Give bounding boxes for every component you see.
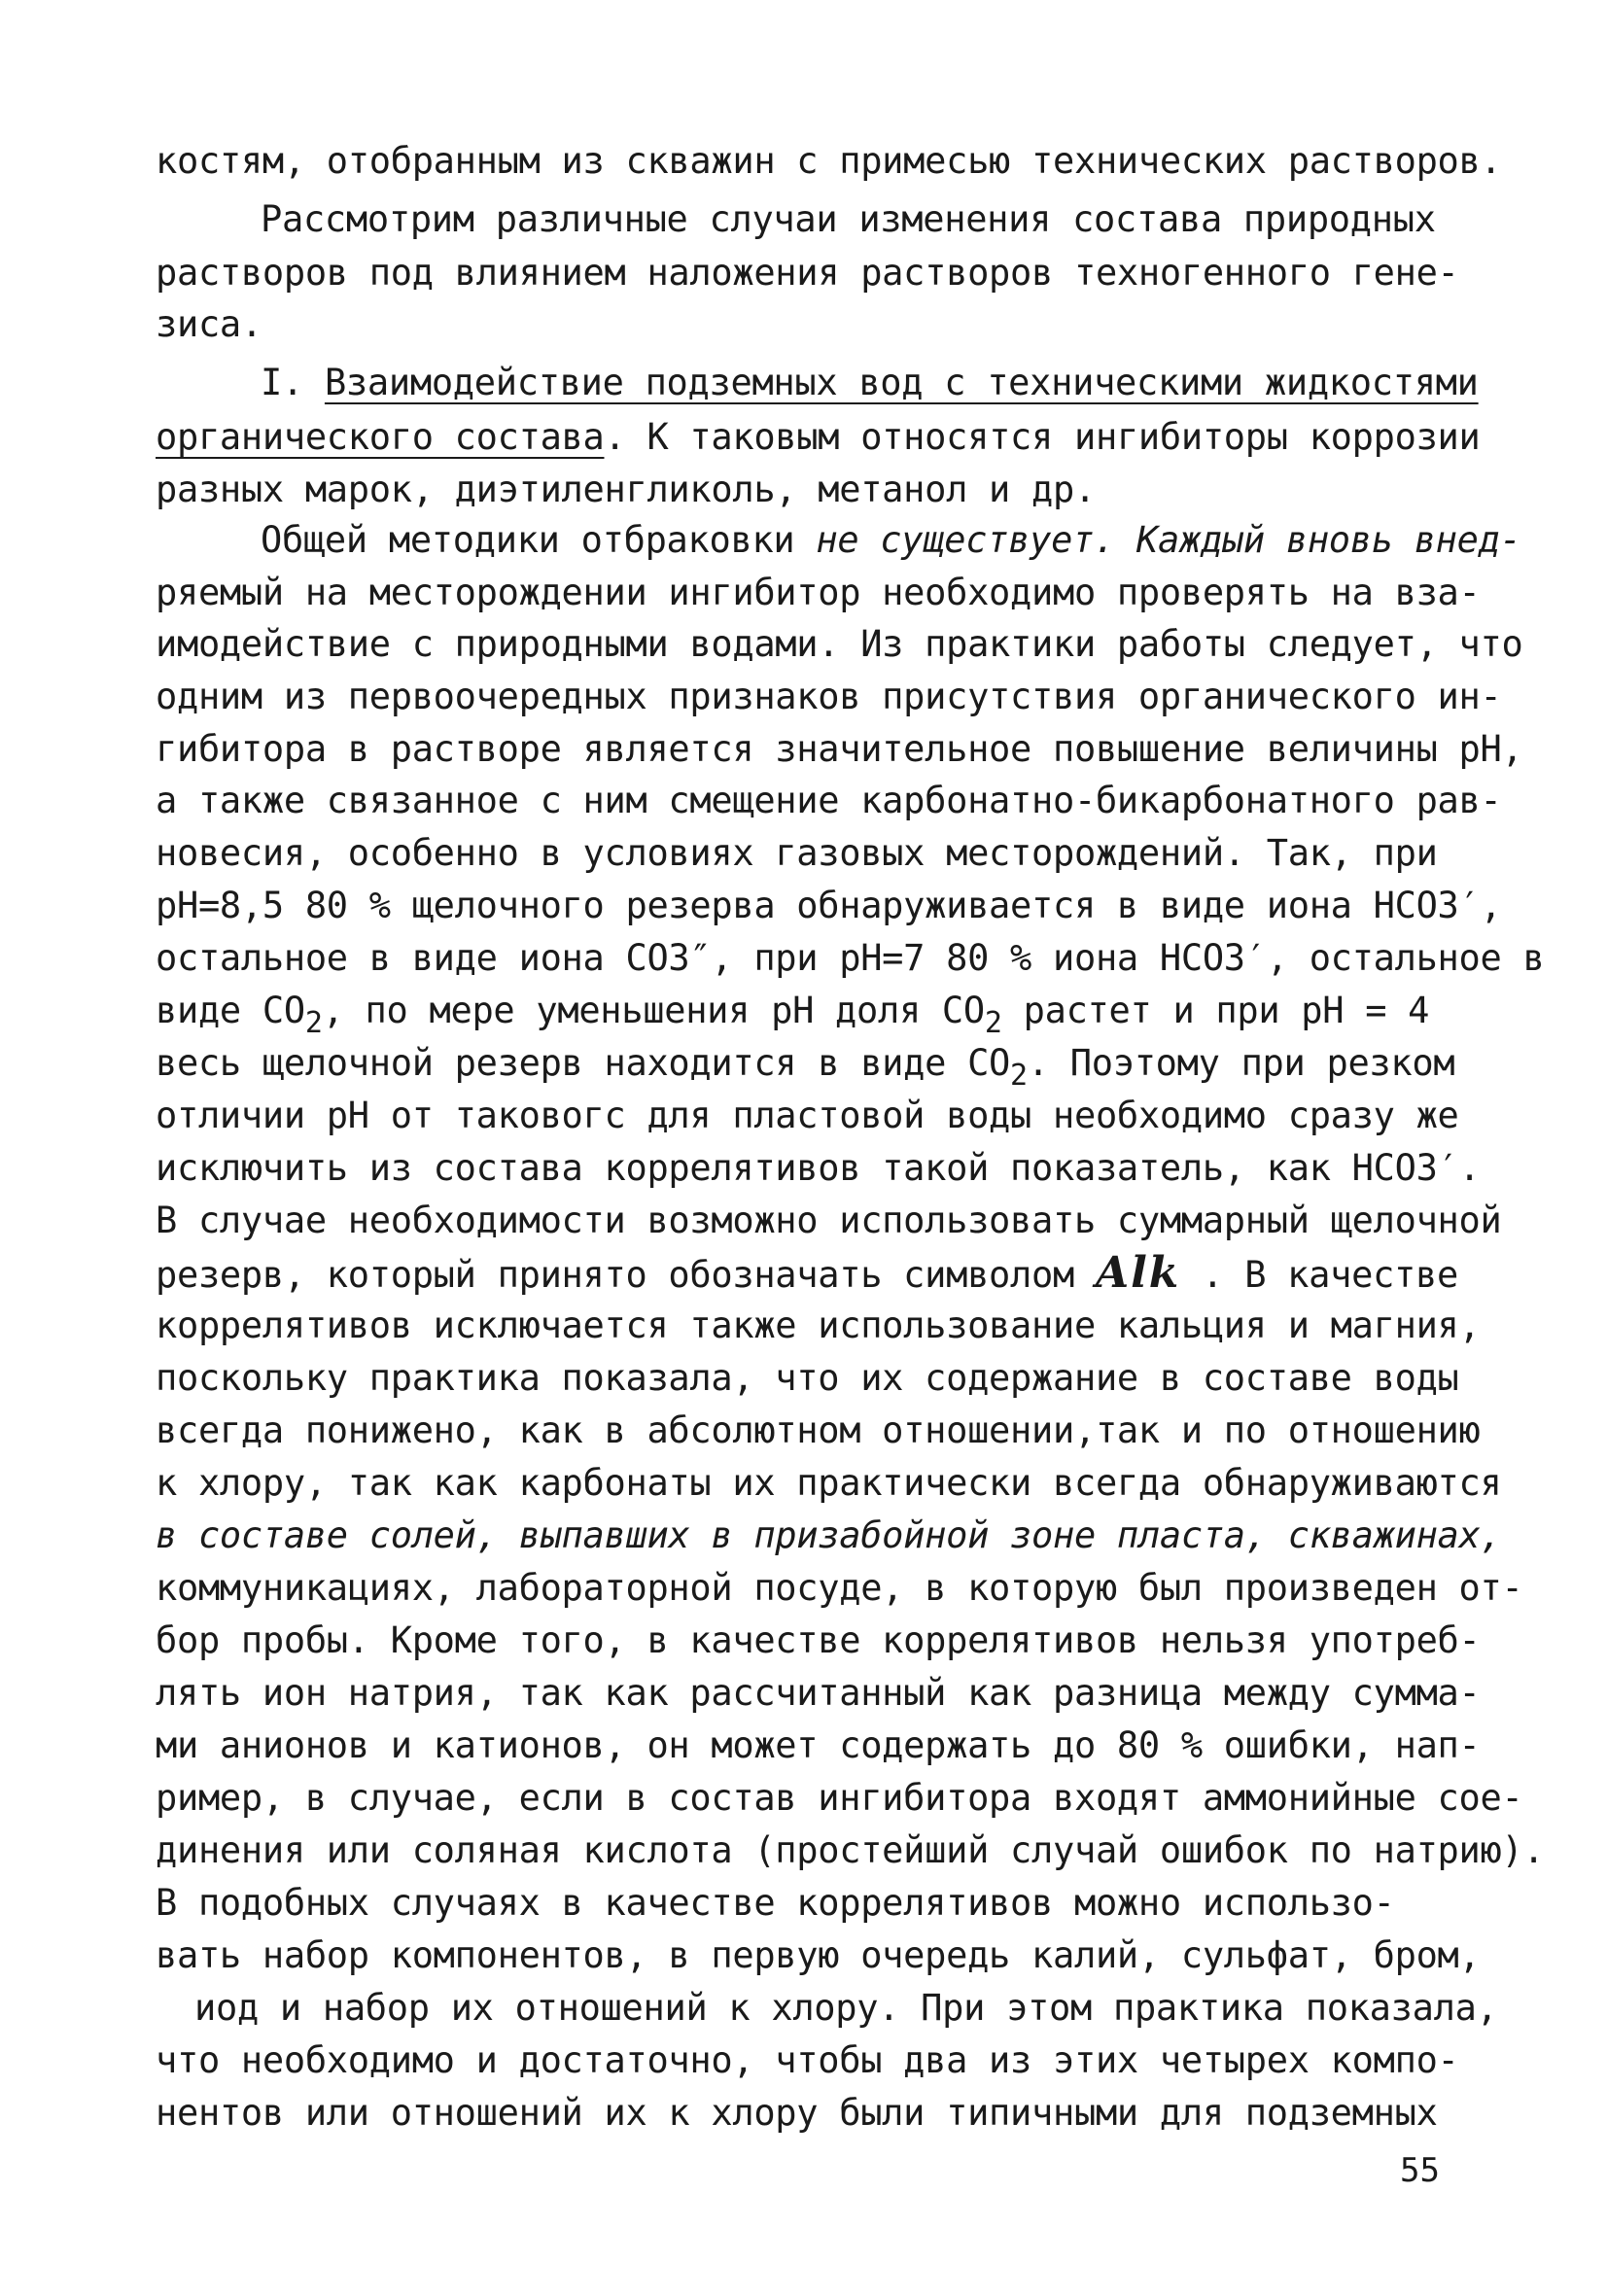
text-line: бор пробы. Кроме того, в качестве коррелятивов нельзя употреб- [156, 1619, 1481, 1661]
alk-symbol: Alk [1095, 1248, 1181, 1298]
text-line: имодействие с природными водами. Из практики работы следует, что [156, 623, 1523, 665]
text-line: лять ион натрия, так как рассчитанный как разница между сумма- [156, 1672, 1481, 1714]
text-line: динения или соляная кислота (простейший случай ошибок по натрию). [156, 1829, 1545, 1871]
text-line: одним из первоочередных признаков присутствия органического ин- [156, 676, 1502, 717]
text-line: нентов или отношений их к хлору были типичными для подземных [156, 2092, 1438, 2134]
section-heading-underlined: органического состава [156, 416, 605, 458]
text-line: вать набор компонентов, в первую очередь калий, сульфат, бром, [156, 1934, 1481, 1976]
text-line: ми анионов и катионов, он может содержать до 80 % ошибки, нап- [156, 1724, 1481, 1766]
page-number: 55 [1400, 2151, 1440, 2190]
section-heading-line: I. Взаимодействие подземных вод с техническими жидкостями [261, 362, 1479, 403]
text-line: ример, в случае, если в состав ингибитора входят аммонийные сое- [156, 1777, 1523, 1819]
text-line: коррелятивов исключается также использование кальция и магния, [156, 1305, 1481, 1346]
text-line: зиса. [156, 303, 262, 345]
text-line: виде $CO_2$, по мере уменьшения pH доля $CO_2$ растет и при pH = 4 [156, 990, 1430, 1040]
text-line: остальное в виде иона CO3″, при pH=7 80 % иона HCO3′, остальное в [156, 937, 1545, 979]
text-line: всегда понижено, как в абсолютном отношении,так и по отношению [156, 1409, 1481, 1451]
text-line: резерв, который принято обозначать символом Alk . В качестве [156, 1248, 1458, 1298]
text-line: а также связанное с ним смещение карбонатно-бикарбонатного рав- [156, 780, 1502, 821]
paragraph-first-line: Общей методики отбраковки не существует. Каждый вновь внед- [261, 519, 1521, 561]
text-line: органического состава. К таковым относятся ингибиторы коррозии [156, 416, 1481, 458]
section-heading-underlined: Взаимодействие подземных вод с техническими жидкостями [324, 362, 1479, 403]
text-line: костям, отобранным из скважин с примесью технических растворов. [156, 140, 1502, 182]
text-line: поскольку практика показала, что их содержание в составе воды [156, 1357, 1459, 1399]
text-line: иод и набор их отношений к хлору. При этом практика показала, [194, 1987, 1498, 2029]
text-line: гибитора в растворе является значительное повышение величины pH, [156, 728, 1523, 770]
paragraph-first-line: Рассмотрим различные случаи изменения состава природных [261, 198, 1436, 240]
text-line: в составе солей, выпавших в призабойной зоне пласта, скважинах, [156, 1514, 1502, 1556]
text-line: ряемый на месторождении ингибитор необходимо проверять на вза- [156, 572, 1481, 613]
text-line: весь щелочной резерв находится в виде $CO_2$. Поэтому при резком [156, 1042, 1455, 1093]
text-line: к хлору, так как карбонаты их практически всегда обнаруживаются [156, 1462, 1502, 1504]
text-line: коммуникациях, лабораторной посуде, в которую был произведен от- [156, 1567, 1523, 1609]
text-line: В случае необходимости возможно использовать суммарный щелочной [156, 1200, 1502, 1241]
text-line: В подобных случаях в качестве коррелятивов можно использо- [156, 1882, 1395, 1924]
text-line: разных марок, диэтиленгликоль, метанол и др. [156, 469, 1096, 510]
text-line: новесия, особенно в условиях газовых месторождений. Так, при [156, 832, 1438, 874]
text-line: растворов под влиянием наложения растворов техногенного гене- [156, 252, 1459, 294]
text-line: исключить из состава коррелятивов такой показатель, как HCO3′. [156, 1147, 1481, 1189]
text-line: отличии pH от таковогс для пластовой воды необходимо сразу же [156, 1095, 1459, 1136]
text-line: что необходимо и достаточно, чтобы два из этих четырех компо- [156, 2039, 1459, 2081]
text-line: pH=8,5 80 % щелочного резерва обнаруживается в виде иона HCO3′, [156, 885, 1502, 926]
